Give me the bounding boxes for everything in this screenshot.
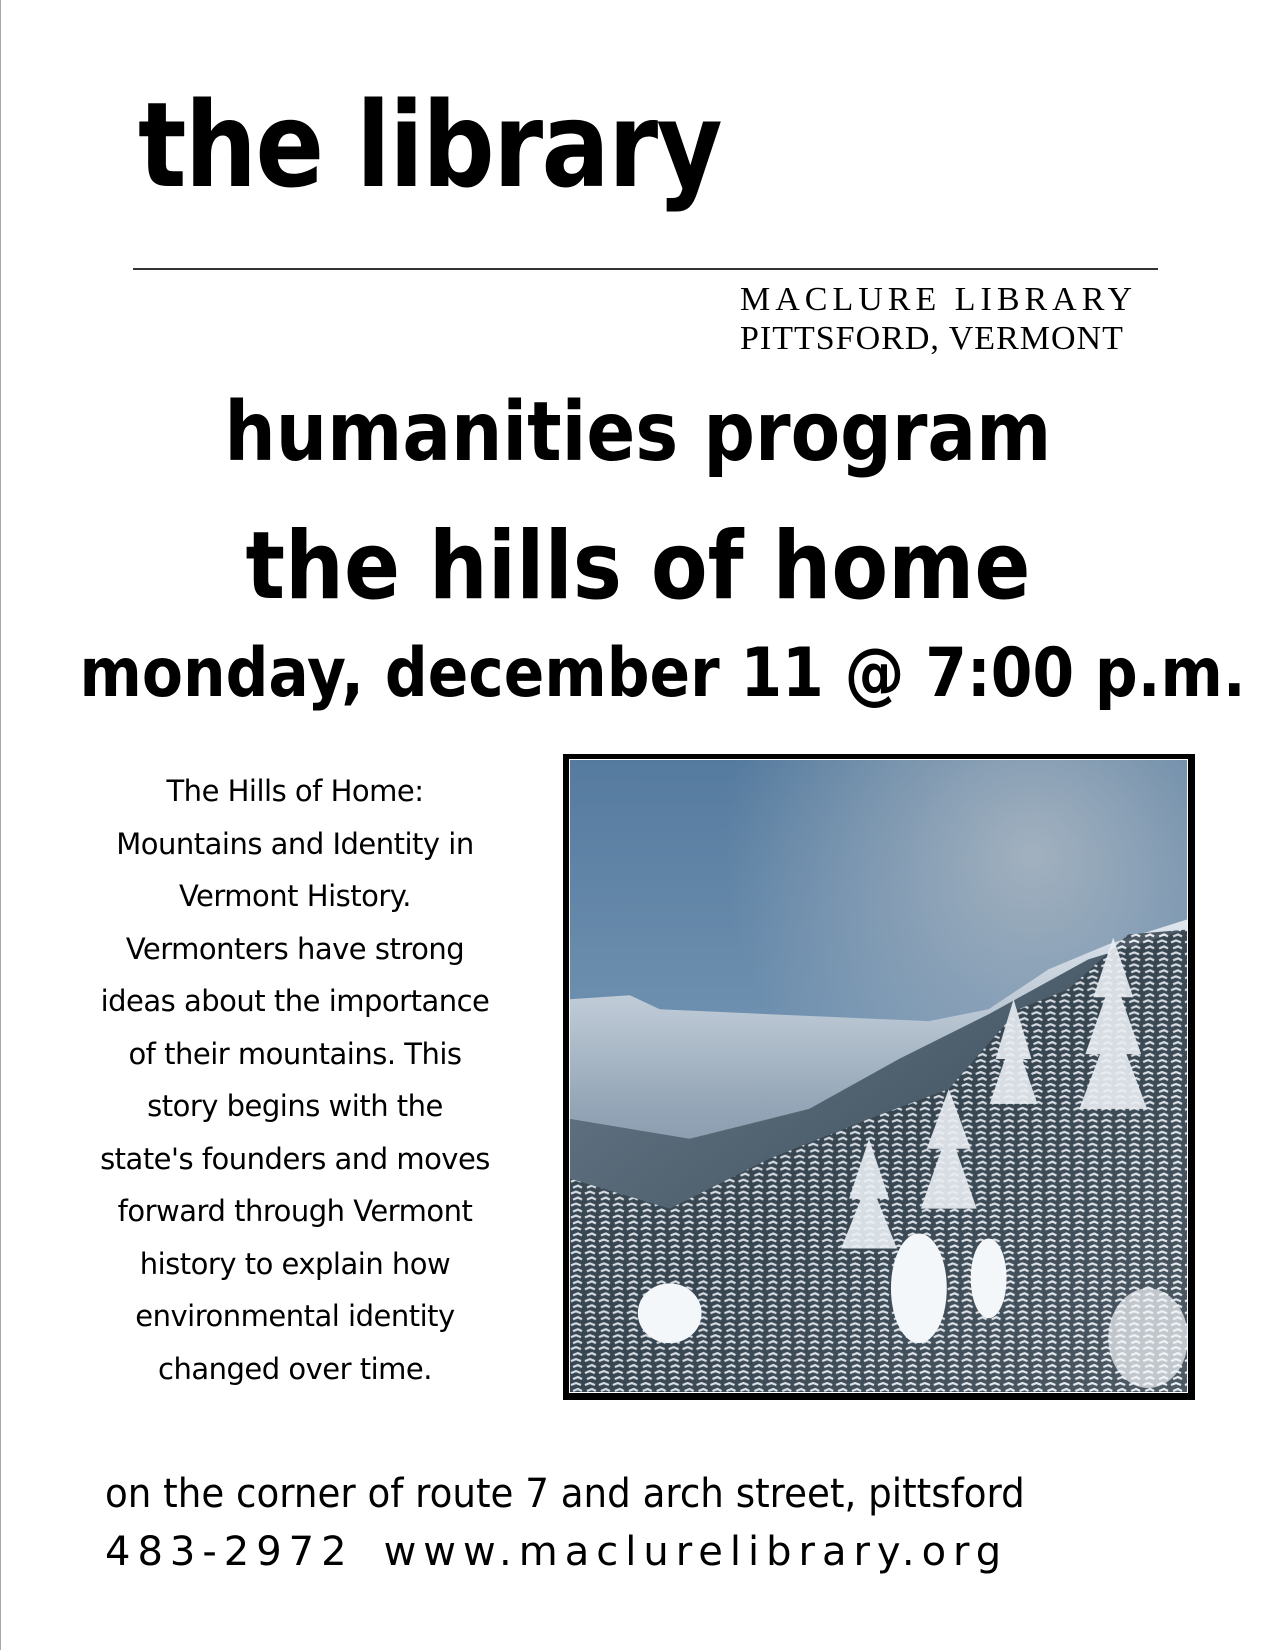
snowy-forest-photo (569, 759, 1188, 1393)
event-title (0, 512, 1275, 621)
program-heading (0, 385, 1275, 480)
description-line: of their mountains. This (128, 1036, 462, 1071)
description-line: Vermonters have strong (125, 931, 465, 966)
library-location: PITTSFORD, VERMONT (740, 320, 1124, 357)
masthead-title: the library (138, 76, 721, 214)
event-description (70, 765, 520, 1395)
phone-number: 483-2972 (105, 1529, 354, 1575)
description-line: forward through Vermont (117, 1194, 473, 1228)
winter-landscape-illustration (570, 760, 1187, 1392)
description-line: story begins with the (147, 1089, 443, 1123)
description-line: ideas about the importance (100, 984, 490, 1018)
page-edge (0, 0, 1, 1650)
description-line: environmental identity (135, 1299, 455, 1333)
description-line: state's founders and moves (100, 1141, 490, 1176)
event-title-text: the hills of home (245, 512, 1030, 621)
description-line: The Hills of Home: (166, 774, 424, 808)
description-line: changed over time. (158, 1351, 432, 1386)
event-datetime (0, 634, 1275, 713)
footer-contact (105, 1529, 1009, 1575)
masthead-divider (133, 268, 1158, 270)
description-line: Vermont History. (178, 879, 412, 913)
event-datetime-text: monday, december 11 @ 7:00 p.m. (79, 634, 1246, 713)
footer-address: on the corner of route 7 and arch street, pittsford (105, 1471, 1025, 1517)
description-line: history to explain how (139, 1246, 451, 1281)
program-heading-text: humanities program (224, 385, 1051, 480)
photo-frame (563, 754, 1195, 1400)
description-line: Mountains and Identity in (116, 826, 474, 861)
library-name: MACLURE LIBRARY (740, 281, 1138, 318)
website-link[interactable]: www.maclurelibrary.org (383, 1529, 1009, 1575)
